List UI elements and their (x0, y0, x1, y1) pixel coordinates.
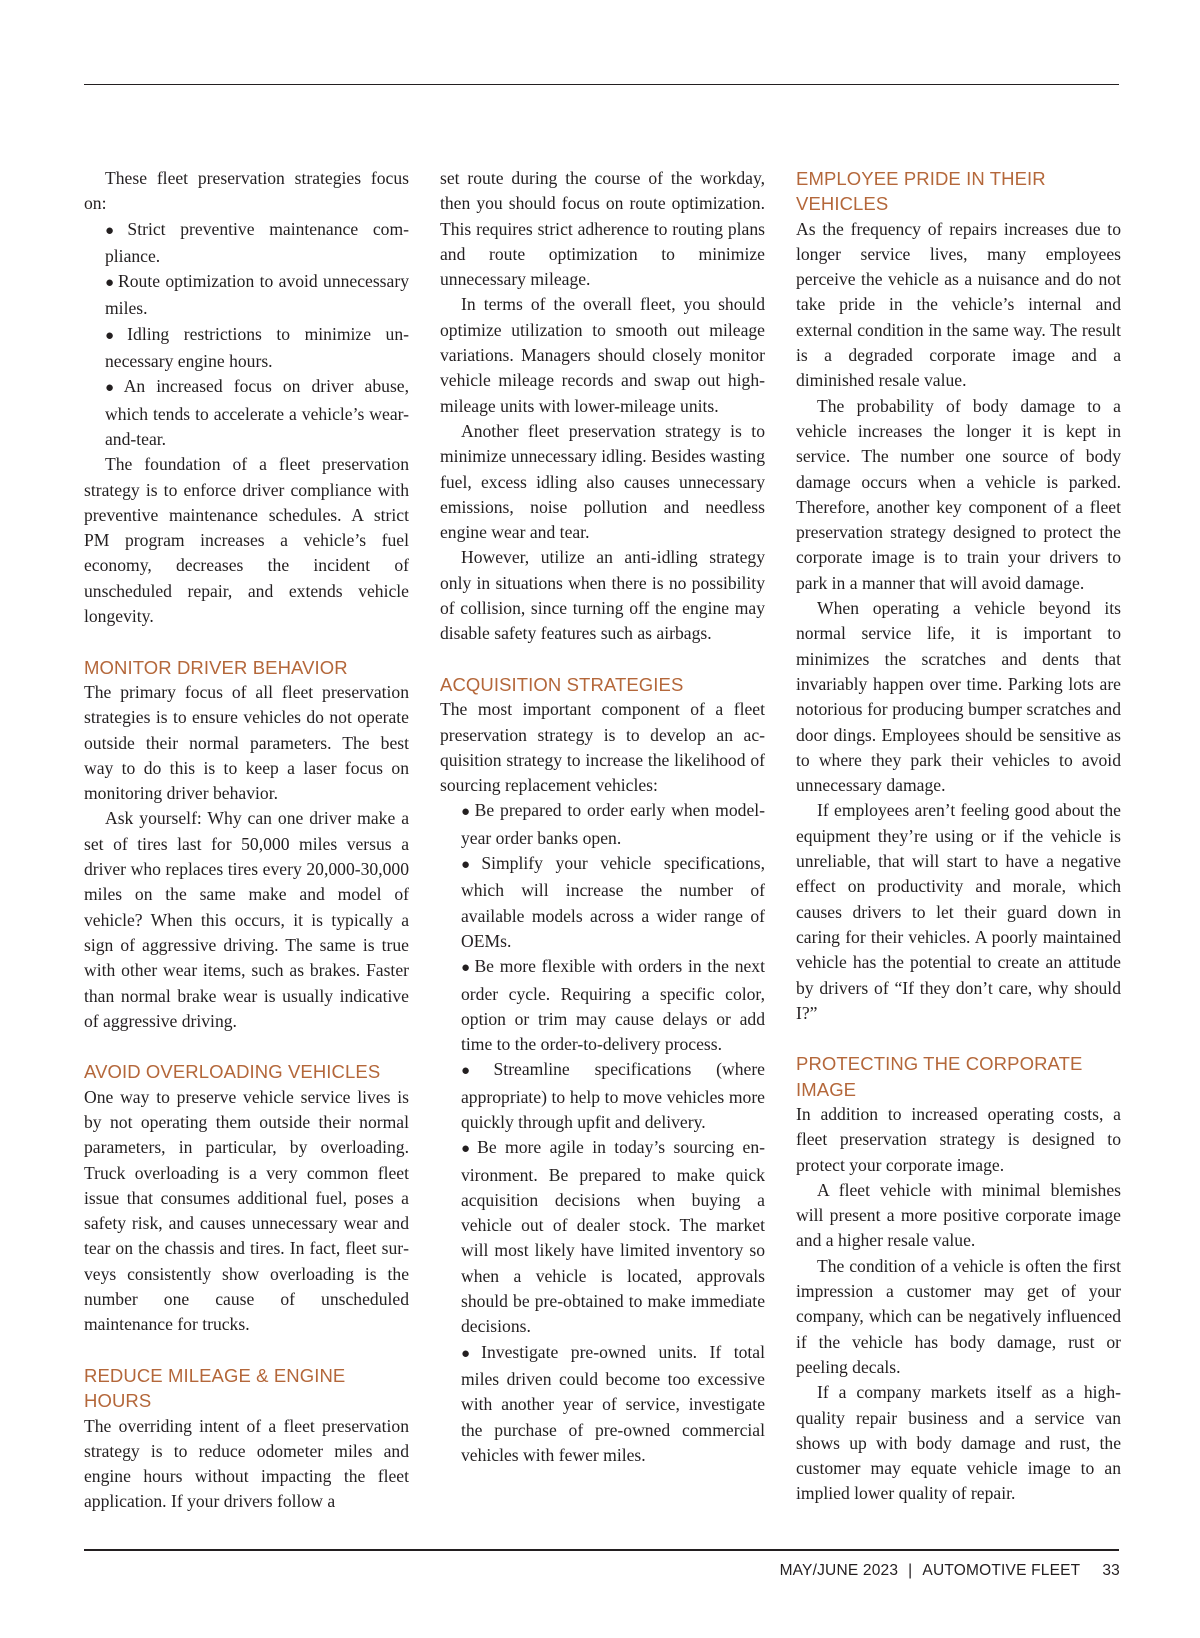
bullet-icon: ● (461, 1063, 491, 1080)
list-item (461, 798, 765, 851)
column-1 (84, 166, 409, 1515)
overloading-paragraph: One way to preserve vehicle service lives is by not operating them outside their normal parameters, in particular, by overloading. Truck overloading is a very common fleet issue that consumes additional fuel, poses a safety risk, and causes unnecessary wear and tear on the chassis and tires. In fact, fleet surveys consistently show overloading is the number one cause of unscheduled maintenance for trucks. (84, 1086, 409, 1335)
pride-paragraph-1: As the frequency of repairs increases due to longer service lives, many employees perceive the vehicle as a nuisance and do not take pride in the vehicle’s internal and external condition in the same way. The result is a degraded corporate image and a diminished resale value. (796, 218, 1121, 391)
bullet-icon: ● (105, 275, 115, 292)
list-item-text: Streamline specifications (where appropriate) to help to move vehicles more quickly through upfit and delivery. (461, 1059, 765, 1132)
heading-monitor-driver-behavior: MONITOR DRIVER BEHAVIOR (84, 656, 348, 678)
list-item (461, 1340, 765, 1468)
issue-date: MAY/JUNE 2023 (779, 1562, 899, 1579)
bullet-icon: ● (105, 222, 125, 239)
heading-avoid-overloading: AVOID OVERLOADING VEHICLES (84, 1061, 381, 1083)
page-number: 33 (1102, 1562, 1120, 1579)
list-item (461, 1135, 765, 1339)
heading-acquisition-strategies: ACQUISITION STRATEGIES (440, 673, 684, 695)
image-paragraph-4: If a company markets itself as a high-quality repair business and a service van shows up with body damage and rust, the customer may equate vehicle image to an implied lower quality of repair. (796, 1382, 1121, 1504)
pride-paragraph-3: When operating a vehicle beyond its normal service life, it is important to minimizes the scratches and dents that invariably happen over time. Parking lots are notorious for producing bumper scratches and door dings. Employees should be sensitive as to where they park their vehicles to avoid unnecessary damage. (796, 598, 1121, 796)
anti-idling-paragraph: However, utilize an anti-idling strategy only in situations when there is no possibility of collision, since turning off the engine may disable safety features such as airbags. (440, 547, 765, 644)
list-item-text: Strict preventive maintenance compliance. (105, 218, 410, 266)
bullet-icon: ● (105, 327, 125, 344)
pride-paragraph-4: If employees aren’t feeling good about the equipment they’re using or if the vehicle is unreliable, that will start to have a negative effect on productivity and morale, which causes drivers to let their guard down in caring for their vehicles. A poorly maintained vehicle has the potential to create an attitude by drivers of “If they don’t care, why should I?” (796, 800, 1121, 1023)
bullet-icon: ● (461, 1141, 475, 1158)
acquisition-list (440, 798, 765, 1468)
monitor-paragraph-1: The primary focus of all fleet preservation strategies is to ensure vehicles do not operate outside their normal parameters. The best way to do this is to keep a laser focus on monitoring driver behavior. (84, 681, 409, 804)
list-item (461, 954, 765, 1057)
list-item-text: Simplify your vehicle specifications, which will increase the number of available models across a wider range of OEMs. (461, 853, 765, 951)
list-item-text: An increased focus on driver abuse, which tends to accelerate a vehicle’s wear-and-tear. (105, 376, 409, 449)
monitor-paragraph-2: Ask yourself: Why can one driver make a set of tires last for 50,000 miles versus a driver who replaces tires every 20,000-30,000 miles on the same make and model of vehicle? When this occurs, it is typically a sign of aggressive driving. The same is true with other wear items, such as brakes. Faster than normal brake wear is usually indicative of aggressive driving. (84, 808, 409, 1031)
idling-paragraph: Another fleet preservation strategy is to minimize unnecessary idling. Besides wasting fuel, excess idling also causes unnecessary emissions, noise pollution and needless engine wear and tear. (440, 420, 765, 543)
bullet-icon: ● (461, 1345, 479, 1362)
route-continuation-paragraph: set route during the course of the workday, then you should focus on route optimization. This requires strict adherence to routing plans and route optimization to minimize unnecessary mileage. (440, 168, 765, 290)
bullet-icon: ● (105, 380, 121, 397)
top-rule (84, 84, 1119, 85)
magazine-name: AUTOMOTIVE FLEET (922, 1562, 1081, 1579)
list-item (105, 374, 409, 452)
list-item (105, 217, 409, 270)
list-item (105, 269, 409, 322)
list-item-text: Be more agile in today’s sourcing environment. Be prepared to make quick acquisition decisions when buying a vehicle out of dealer stock. The market will most likely have limited inventory so when a vehicle is located, approvals should be pre-obtained to make immediate decisions. (461, 1137, 765, 1337)
preservation-strategies-list (84, 217, 409, 453)
image-paragraph-3: The condition of a vehicle is often the first impression a customer may get of your company, which can be negatively influenced if the vehicle has body damage, rust or peeling decals. (796, 1255, 1121, 1377)
list-item-text: Investigate pre-owned units. If total miles driven could become too excessive with another year of service, investigate the purchase of pre-owned commercial vehicles with fewer miles. (461, 1341, 765, 1465)
pride-paragraph-2: The probability of body damage to a vehicle increases the longer it is kept in service. The number one source of body damage occurs when a vehicle is parked. Therefore, another key component of a fleet preservation strategy designed to protect the corporate image is to train your drivers to park in a manner that will avoid damage. (796, 395, 1121, 593)
mileage-paragraph: The overriding intent of a fleet preservation strategy is to reduce odometer miles and engine hours without impacting the fleet application. If your drivers follow a (84, 1415, 409, 1512)
list-item-text: Route optimization to avoid unnecessary miles. (105, 271, 409, 319)
column-2 (440, 166, 765, 1468)
footer-separator: | (908, 1562, 913, 1579)
page-footer (780, 1562, 1120, 1580)
acquisition-paragraph: The most important component of a fleet preservation strategy is to develop an acquisition strategy to increase the likelihood of sourcing replacement vehicles: (440, 699, 765, 796)
list-item-text: Be more flexible with orders in the next order cycle. Requiring a specific color, option or trim may cause delays or add time to the order-to-delivery process. (461, 956, 765, 1055)
list-item-text: Idling restrictions to minimize unnecessary engine hours. (105, 323, 409, 372)
image-paragraph-1: In addition to increased operating costs, a fleet preservation strategy is designed to protect your corporate image. (796, 1103, 1121, 1175)
heading-corporate-image: PROTECTING THE CORPORATE IMAGE (796, 1053, 1083, 1100)
list-item (461, 1057, 765, 1135)
overall-fleet-paragraph: In terms of the overall fleet, you should optimize utilization to smooth out mileage variations. Managers should closely monitor vehicle mileage records and swap out high-mileage units with lower-mileage units. (440, 294, 765, 416)
bullet-icon: ● (461, 960, 472, 977)
list-item (105, 322, 409, 375)
image-paragraph-2: A fleet vehicle with minimal blemishes will present a more positive corporate image and a higher resale value. (796, 1179, 1121, 1251)
intro-paragraph: These fleet preservation strategies focus on: (84, 168, 409, 214)
heading-employee-pride: EMPLOYEE PRIDE IN THEIR VEHICLES (796, 168, 1046, 215)
bullet-icon: ● (461, 857, 479, 874)
list-item-text: Be prepared to order early when model-year order banks open. (461, 800, 765, 848)
list-item (461, 851, 765, 954)
bullet-icon: ● (461, 804, 472, 821)
column-3 (796, 166, 1121, 1507)
heading-reduce-mileage: REDUCE MILEAGE & ENGINE HOURS (84, 1364, 346, 1412)
bottom-rule (84, 1549, 1119, 1551)
foundation-paragraph: The foundation of a fleet preservation strategy is to enforce driver compliance with preventive maintenance schedules. A strict PM program increases a vehicle’s fuel economy, decreases the incident of unscheduled repair, and extends vehicle longevity. (84, 454, 409, 627)
